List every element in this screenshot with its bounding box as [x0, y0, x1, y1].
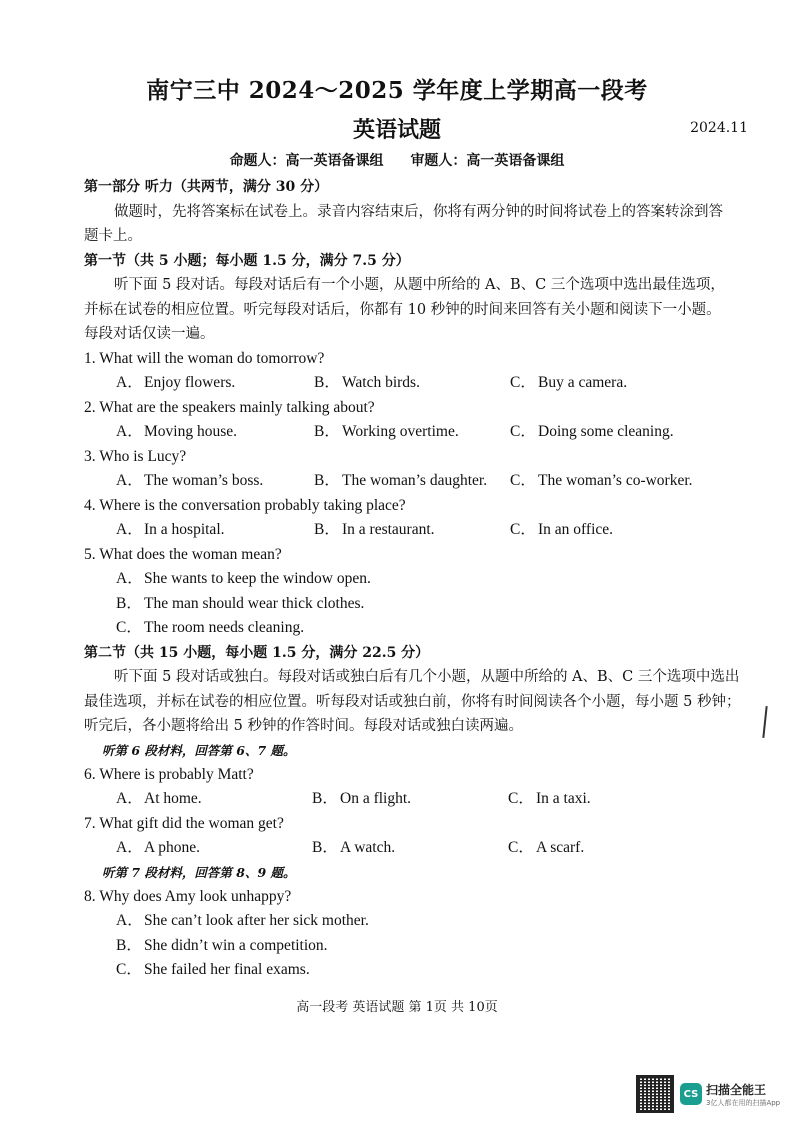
option-a: A．A phone. — [116, 839, 200, 856]
option-b: B． Watch birds. — [314, 374, 420, 391]
option-c: C． Buy a camera. — [510, 374, 628, 391]
question-stem: 1. What will the woman do tomorrow? — [84, 349, 325, 367]
question-stem: 3. Who is Lucy? — [84, 447, 187, 465]
option-c: C． The woman’s co-worker. — [510, 472, 693, 489]
qr-code-icon — [636, 1075, 674, 1113]
question-options — [84, 836, 750, 861]
option-b: B． She didn’t win a competition. — [116, 936, 328, 954]
option-b: B． Working overtime. — [314, 423, 459, 440]
scan-edge-mark — [762, 706, 767, 738]
exam-date: 2024.11 — [690, 120, 748, 136]
option-a: A．Enjoy flowers. — [116, 374, 236, 391]
section1-instructions-line2: 并标在试卷的相应位置。听完每段对话后，你都有 10 秒钟的时间来回答有关小题和阅读下一小题。 — [84, 301, 721, 318]
section1-heading: 第一节（共 5 小题；每小题 1.5 分，满分 7.5 分） — [84, 252, 410, 269]
option-a: A．Moving house. — [116, 423, 237, 440]
section2-heading: 第二节（共 15 小题，每小题 1.5 分，满分 22.5 分） — [84, 644, 430, 661]
exam-title: 南宁三中 2024～2025 学年度上学期高一段考 — [146, 77, 648, 104]
reviewer-credit: 审题人：高一英语备课组 — [410, 153, 565, 169]
question-options — [84, 787, 750, 812]
option-b: B． In a restaurant. — [314, 521, 435, 538]
exam-credits — [0, 150, 794, 170]
scanner-brand — [706, 1081, 780, 1108]
section2-instructions-line1: 听下面 5 段对话或独白。每段对话或独白后有几个小题，从题中所给的 A、B、C 三个选项中选出 — [114, 669, 740, 685]
scanner-watermark — [636, 1072, 786, 1116]
question-stem: 6. Where is probably Matt? — [84, 765, 254, 783]
section1-instructions-line3: 每段对话仅读一遍。 — [84, 326, 215, 342]
question-options — [84, 420, 750, 445]
part1-heading: 第一部分 听力（共两节，满分 30 分） — [84, 179, 329, 195]
material-note-6-7: 听第 6 段材料，回答第 6、7 题。 — [102, 742, 296, 758]
scanner-brand-tagline: 3亿人都在用的扫描App — [706, 1098, 781, 1107]
option-c: C． The room needs cleaning. — [116, 619, 305, 636]
option-b: B． On a flight. — [312, 790, 412, 807]
question-options — [84, 371, 750, 396]
option-b: B． The man should wear thick clothes. — [116, 594, 365, 612]
question-stem: 4. Where is the conversation probably taking place? — [84, 496, 406, 514]
section1-instructions-line1: 听下面 5 段对话。每段对话后有一个小题，从题中所给的 A、B、C 三个选项中选出最佳选项， — [114, 277, 725, 293]
scanner-brand-name: 扫描全能王 — [706, 1082, 767, 1097]
part1-instructions-line1: 做题时，先将答案标在试卷上。录音内容结束后，你将有两分钟的时间将试卷上的答案转涂到答 — [114, 203, 723, 220]
option-a: A．At home. — [116, 790, 202, 807]
page-footer: 高一段考 英语试题 第 1页 共 10页 — [296, 1000, 498, 1015]
author-credit: 命题人：高一英语备课组 — [229, 153, 384, 169]
option-c: C． She failed her final exams. — [116, 961, 310, 978]
camscanner-logo-icon: CS — [680, 1083, 702, 1105]
option-a: A．In a hospital. — [116, 521, 225, 538]
material-note-8-9: 听第 7 段材料，回答第 8、9 题。 — [102, 864, 296, 880]
part1-instructions-line2: 题卡上。 — [84, 228, 142, 244]
question-stem: 8. Why does Amy look unhappy? — [84, 887, 292, 905]
option-c: C． In a taxi. — [508, 790, 591, 807]
option-a: A．She can’t look after her sick mother. — [116, 912, 369, 929]
option-c: C． Doing some cleaning. — [510, 423, 674, 440]
question-options — [84, 518, 750, 543]
exam-content — [84, 175, 750, 983]
exam-subtitle: 英语试题 — [352, 117, 441, 143]
option-c: C． A scarf. — [508, 839, 585, 856]
section2-instructions-line3: 听完后，各小题将给出 5 秒钟的作答时间。每段对话或独白读两遍。 — [84, 718, 523, 734]
option-a: A．The woman’s boss. — [116, 472, 264, 489]
section2-instructions-line2: 最佳选项，并标在试卷的相应位置。听每段对话或独白前，你将有时间阅读各个小题，每小题 5 秒钟； — [84, 693, 741, 710]
question-stem: 5. What does the woman mean? — [84, 545, 282, 563]
question-stem: 7. What gift did the woman get? — [84, 814, 284, 832]
question-stem: 2. What are the speakers mainly talking about? — [84, 398, 375, 416]
question-options — [84, 469, 750, 494]
option-c: C． In an office. — [510, 521, 614, 538]
option-b: B． A watch. — [312, 839, 396, 856]
option-a: A．She wants to keep the window open. — [116, 570, 371, 587]
option-b: B． The woman’s daughter. — [314, 472, 488, 489]
